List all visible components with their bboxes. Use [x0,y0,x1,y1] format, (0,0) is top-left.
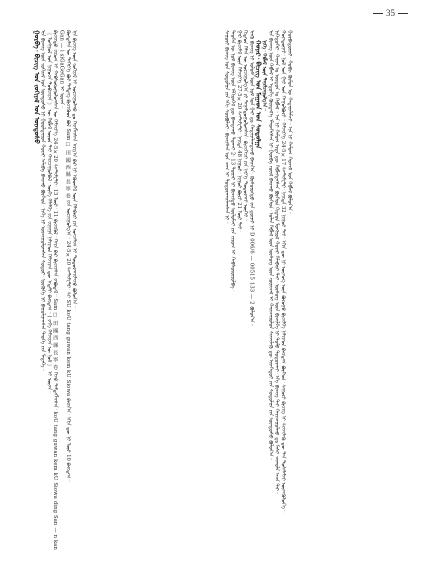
right-text-line: ᠬᠢᠲᠠᠳ ᠬᠡᠯᠡᠨ ᠦ ᠣᠷᠴᠢᠭᠤᠯᠭ᠎ᠠ ᠶᠢ ᠳᠠᠭᠠᠯᠳᠤᠭᠤᠯᠤᠭᠰᠠᠨ᠂ ᠪᠢᠴᠢᠭᠡᠴᠢ ᠶᠢᠨ ᠨᠡᠷ᠎ᠡ ᠲᠣᠳᠤᠷᠬᠠᠢ ᠦᠭᠡᠢ᠃ [242,30,249,221]
paragraph: ᠪᠢᠴᠢᠭᠲᠦ ᠵᠢᠷᠤᠭ ᠢ ᠬᠠᠪᠰᠤᠷᠤᠭᠤᠯᠤᠭᠰᠠᠨ ᠦ ᠬᠡᠮᠵᠢᠶ᠎ᠡ 24·5×20 ᠰᠠᠨᠲ᠋ᠢᠮᠸᠲᠷ᠂ 13 ᠮᠥᠷ᠂ 11 ᠪᠢᠴᠢᠭᠦᠯ᠂ ᠬᠠᠷᠠ ᠪᠡᠷ ᠪᠢᠴᠢᠭᠰᠡᠨ ᠶᠠᠪᠤᠳᠠᠯ᠃ Sam ☐ 田 國 西 縣 長 寧 卷 ᠭᠡᠵᠦ ᠲᠡᠮᠳᠡᠭᠯᠡᠭᠰᠡᠨ᠂ koU tang guwan kem kU Siowa ding San — n kan Gan — i siGaGeGan ᠢ ᠦᠵᠡ᠃ [52,30,65,550]
page-number-text: 35 [386,8,395,18]
paragraph: ᠭᠤᠷᠪᠠᠳᠤᠭᠠᠷ᠂ ᠬᠤᠪᠢ ᠬᠦᠮᠦᠨ ᠦ ᠬᠠᠳᠠᠭᠠᠯᠠᠮᠵᠢ᠃ ᠡᠨᠡ ᠨᠢ ᠬᠠᠮᠤᠭ ᠬᠣᠵᠢᠮ ᠤᠨ ᠬᠡᠪᠯᠡᠯ ᠪᠣᠯᠤᠨ᠎ᠠ᠃ [286,30,293,215]
right-text-line: ᠡᠨᠡᠬᠦ ᠪᠢᠴᠢᠭ ᠨᠢ ᠤᠯᠤᠰ ᠦᠨ ᠨᠣᠮ ᠤᠨ ᠭᠠᠷ ᠳᠤ ᠬᠠᠳᠠᠭᠠᠯᠠᠭᠳᠠᠵᠤ ᠪᠠᠢᠨ᠎ᠠ᠂ ᠬᠦᠰᠦᠨᠦᠭᠲᠦ ᠶᠢᠨ ᠳ᠋ᠤᠭᠠᠷ ᠨᠢ D 006/6 — 00515 133 — 2 ᠪᠣᠯᠤᠨ᠎ᠠ᠃ [248,30,255,327]
paragraph: ᠬᠣᠶᠠᠳᠤᠭᠠᠷ᠂ ᠨᠣᠮ ᠤᠨ ᠭᠠᠷ ᠤᠨ ᠬᠠᠭᠤᠯᠪᠤᠷᠢ᠃ ᠬᠡᠮᠵᠢᠶ᠎ᠡ 24·5×17 ᠰᠠᠨᠲ᠋ᠢᠮᠸᠲᠷ᠂ ᠨᠡᠢᠲᠡ 32 ᠨᠢᠭᠤᠷ ᠲᠠᠢ᠂ ᠡᠬᠢᠨ ᠳᠦ ᠨᠢ ᠦᠵᠦᠭ ᠦᠨ ᠪᠤᠷᠤᠭᠤ ᠪᠢᠴᠢᠯᠭᠡ ᠨᠡᠯᠢᠶᠡᠳ ᠪᠠᠢᠳᠠᠭ ᠪᠥᠭᠡᠳ᠂ ᠰᠠᠭᠤᠷᠢ ᠪᠢᠴᠢᠭ ᠢ ᠰᠢᠨᠵᠢᠯᠡᠬᠦ ᠳᠦ ᠳᠠᠨ ᠲᠤᠰᠠᠯᠠᠮᠵᠢ ᠦᠵᠡᠭᠦᠯᠦᠨ᠎ᠡ᠃ [279,30,286,513]
section-heading: ᠭᠤᠷᠪᠠ᠂ ᠪᠢᠴᠢᠭ ᠤᠨ ᠵᠣᠬᠢᠶᠠᠯ ᠤᠨ ᠦᠨᠳᠦᠰᠦ [32,30,41,144]
left-text-column [33,30,218,550]
right-text-line: ᠭᠠᠷ ᠪᠢᠴᠢᠮᠡᠯ ᠦᠨ ᠬᠡᠮᠵᠢᠶ᠎ᠡ 27·5×20 ᠰᠠᠨᠲ᠋ᠢᠮᠸᠲᠷ᠂ ᠨᠡᠢᠲᠡ 48 ᠨᠢᠭᠤᠷ᠂ ᠨᠢᠭᠤᠷ ᠪᠦᠷᠢ 21 ᠮᠥᠷ ᠲᠡᠢ᠂ [235,30,242,232]
paragraph: ᠬᠥᠨᠳᠡᠯᠡᠨ ᠦ ᠳᠡᠭᠡᠷ᠎ᠡ ᠪᠤᠢ ᠲᠡᠮᠳᠡᠭ ᠪᠢᠴᠢᠭᠦᠳ ᠪᠣᠯ Sam ☐ 田 國 西 縣 長 寧 卷 ᠶᠢᠨ ᠣᠷᠴᠢᠭᠤᠯᠭ᠎ᠠ᠃ 24·5×20 ᠰᠠᠨᠲ᠋ᠢᠮᠸᠲᠷ᠂ ᠰᠢ SU koU tang guwan kem kU Siowa ᠪᠠᠢᠨ᠎ᠠ᠂ ᠡᠬᠢᠨ ᠳᠦ ᠨᠢ ᠮᠥᠷ 10 ᠪᠠᠢᠳᠠᠭ᠃ [64,30,71,482]
paragraph: ᠡᠨᠡ ᠪᠢᠴᠢᠭ ᠦᠨ ᠵᠣᠬᠢᠶᠠᠯ ᠤᠨ ᠦᠨᠳᠦᠰᠦ ᠨᠢ ᠭᠣᠣᠯᠳᠠᠭᠤᠨ ᠬᠣᠶᠠᠷ ᠠᠯᠢᠪᠠ ᠪᠠᠢᠬᠤ ᠪᠥᠭᠡᠳ᠂ ᠨᠢᠭᠡ ᠨᠢ ᠣᠷᠴᠢᠭᠤᠯᠤᠭᠰᠠᠨ ᠰᠤᠳᠤᠷ᠂ ᠨᠥᠭᠦᠭᠡ ᠨᠢ ᠪᠠᠭᠤᠯᠭᠠᠭᠰᠠᠨ ᠲᠡᠦᠬᠡ ᠶᠢᠨ ᠮᠡᠳᠡᠭᠡ᠃ [39,30,46,371]
paragraph: ᠡᠨᠡ ᠪᠢᠴᠢᠭ ᠦᠨ ᠵᠣᠬᠢᠶᠠᠯ ᠢ ᠣᠷᠴᠢᠭᠤᠯᠬᠤ ᠳᠤ ᠬᠡᠷᠡᠭᠯᠡᠭᠰᠡᠨ ᠠᠷᠭ᠎ᠠ ᠪᠠᠷ ᠨᠢ ᠡᠭᠦᠳᠬᠡᠯ ᠦᠨ ᠬᠡᠯᠡᠪᠡᠷᠢ ᠶᠢᠨ ᠣᠨᠴᠠᠯᠢᠭ ᠢ ᠲᠣᠳᠤᠷᠬᠠᠢᠯᠠᠵᠤ ᠪᠣᠯᠤᠨ᠎ᠠ᠃ [71,30,78,308]
paragraph: 《 ᠮᠣᠩᠭᠣᠯ ᠤᠨ ᠨᠢᠭᠤᠴᠠ ᠲᠣᠪᠴᠢᠶᠠᠨ 》 ᠦ ᠬᠡᠪᠯᠡᠯ ᠦᠳ ᠲᠡᠢ ᠬᠠᠷᠢᠴᠠᠭᠤᠯᠪᠠᠯ᠂ ᠦᠭᠡ ᠬᠡᠯᠡᠯᠭᠡ ᠶᠢᠨ ᠵᠢᠭᠠᠭᠠ ᠨᠡᠯᠢᠶᠡᠳ ᠬᠡᠮᠵᠢᠶᠡᠨ ᠳᠦ ᠠᠳᠠᠯᠢ ᠪᠠᠢᠳᠠᠭ᠃ ( ᠶᠡᠬᠡ ᠬᠡᠮᠵᠢᠶᠡᠨ ᠦ ᠨᠣᠮ 》 ᠢ ᠦᠵᠡ᠃ [45,30,52,394]
paragraph: ᠨᠢᠭᠡᠳᠦᠭᠡᠷ᠂ ᠬᠠᠭᠠᠨ ᠤ ᠣᠷᠳᠣᠨ ᠤ ᠬᠡᠪᠯᠡᠯ᠃ ᠡᠨᠡ ᠨᠢ ᠬᠠᠮᠤᠭ ᠡᠷᠲᠡ ᠳᠦ ᠬᠡᠪᠯᠡᠭᠳᠡᠭᠰᠡᠨ ᠪᠥᠭᠡᠳ ᠬᠢᠲᠠᠳ ᠮᠣᠩᠭᠣᠯ ᠬᠣᠶᠠᠷ ᠬᠡᠯᠡᠪᠡᠷᠢ ᠲᠡᠢ᠂ ᠦᠰᠦᠭ ᠦᠨ ᠪᠢᠴᠢᠯᠭᠡ ᠨᠢ ᠲᠣᠮᠣ ᠲᠣᠳᠤᠷᠬᠠᠢ᠂ ᠡᠬᠡ ᠪᠢᠴᠢᠭ ᠲᠡᠢ ᠬᠠᠷᠢᠴᠠᠭᠤᠯᠬᠤ ᠳᠤ ᠮᠠᠰᠢ ᠴᠢᠬᠤᠯᠠ ᠠᠴᠠ ᠲᠠᠢ᠃ [273,30,280,495]
section-heading: ᠬᠣᠶᠠᠷ᠂ ᠪᠢᠴᠢᠭ ᠤᠨ ᠮᠠᠭᠠᠳ ᠤᠨ ᠰᠤᠳᠤᠯᠭᠠ [253,40,262,149]
paragraph: ᠡᠨᠡ ᠪᠢᠴᠢᠭ ᠦᠨ ᠬᠡᠪᠯᠡᠯ ᠢ ᠡᠳᠦᠭᠡ ᠬᠦᠷᠲᠡᠯ᠎ᠡ ᠡᠯᠡᠳᠬᠡᠭᠰᠡᠨ ᠨᠢ ᠭᠤᠷᠪᠠ ᠵᠦᠢᠯ ᠪᠠᠢᠬᠤ ᠪᠥᠭᠡᠳ᠂ ᠣᠯᠠᠨ ᠬᠡᠪᠯᠡᠯ ᠦᠨ ᠦᠰᠦᠭ ᠦᠨ ᠵᠥᠷᠢᠴᠡᠯ ᠢ ᠬᠠᠷᠢᠴᠠᠭᠤᠯᠤᠨ ᠰᠢᠨᠵᠢᠯᠡᠬᠦ ᠳᠦ ᠢᠷᠡᠭᠡᠳᠦᠢ ᠶᠢᠨ ᠰᠤᠳᠤᠯᠭᠠ ᠶᠢᠨ ᠦᠨᠳᠦᠰᠦ ᠪᠣᠯᠤᠨ᠎ᠠ᠃ [267,30,274,461]
right-text-column [223,30,398,550]
folio-dash-left [373,13,383,14]
page-number [370,8,411,18]
right-text-line: ᠰᠠᠭᠤᠷᠢ ᠪᠢᠴᠢᠭ ᠤᠨ ᠰᠤᠳᠤᠯᠭᠠ ᠶᠢᠨ ᠡᠬᠢ ᠰᠤᠷᠪᠤᠯᠵᠢ᠂ ᠪᠢᠴᠢᠭᠰᠡᠨ ᠣᠨ ᠴᠠᠭ ᠢ ᠲᠣᠳᠤᠷᠬᠠᠢᠯᠠᠭᠰᠠᠨ ᠨᠢ᠃ [223,30,230,224]
right-text-line: ᠲᠡᠦᠬᠡᠨ ᠦ ᠨᠣᠮ ᠪᠢᠴᠢᠭ ᠦᠨ ᠡᠮᠬᠢᠳᠬᠡᠯ ᠳᠦ ᠪᠠᠭᠲᠠᠬᠤ ᠲᠤᠬᠠᠢ 2· 13 ᠳᠤᠭᠠᠷ ᠨᠢ ᠪᠢᠴᠢᠭᠲᠦ ᠦᠯᠦᠮᠵᠢ ᠶᠢᠨ ᠵᠢᠷᠤᠭ ᠢ ᠬᠠᠪᠰᠤᠷᠤᠭᠤᠯᠪᠠ᠂ [229,30,236,291]
folio-dash-right [398,13,408,14]
subsection-heading: ᠨᠢᠭᠡ᠂ ᠬᠡᠪᠯᠡᠯ ᠦᠨ ᠲᠠᠨᠢᠯᠴᠠᠭᠤᠯᠭ᠎ᠠ᠃ [261,40,268,111]
